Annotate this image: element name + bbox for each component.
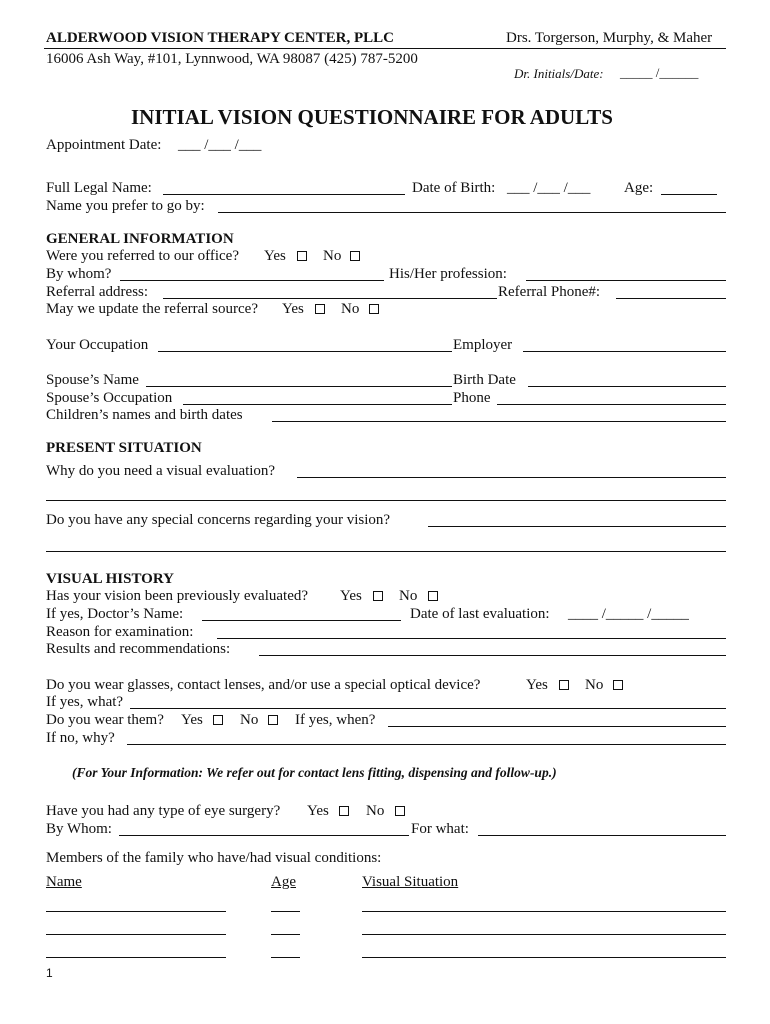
update-no-label: No: [341, 301, 360, 317]
special-concerns-field[interactable]: [428, 526, 726, 527]
center-address: 16006 Ash Way, #101, Lynnwood, WA 98087 (425) 787-5200: [46, 51, 418, 67]
full-name-label: Full Legal Name:: [46, 180, 152, 196]
wear-yes-checkbox[interactable]: [213, 715, 223, 725]
glasses-no-label: No: [585, 677, 604, 693]
birth-date-label: Birth Date: [453, 372, 516, 388]
glasses-yes-checkbox[interactable]: [559, 680, 569, 690]
children-field[interactable]: [272, 421, 726, 422]
wear-no-checkbox[interactable]: [268, 715, 278, 725]
results-label: Results and recommendations:: [46, 641, 231, 657]
family-col-visual-situation: Visual Situation: [362, 874, 459, 890]
doctor-name-field[interactable]: [202, 620, 401, 621]
glasses-no-checkbox[interactable]: [613, 680, 623, 690]
if-yes-what-label: If yes, what?: [46, 694, 124, 710]
evaluated-no-checkbox[interactable]: [428, 591, 438, 601]
family-row-2-name-field[interactable]: [46, 934, 226, 935]
why-evaluation-label: Why do you need a visual evaluation?: [46, 463, 276, 479]
family-row-3-visual-field[interactable]: [362, 957, 726, 958]
update-yes-checkbox[interactable]: [315, 304, 325, 314]
by-whom-label: By whom?: [46, 266, 112, 282]
family-row-3-age-field[interactable]: [271, 957, 300, 958]
update-no-checkbox[interactable]: [369, 304, 379, 314]
phone-field[interactable]: [497, 404, 726, 405]
surgery-no-label: No: [366, 803, 385, 819]
for-what-field[interactable]: [478, 835, 726, 836]
glasses-yes-label: Yes: [526, 677, 548, 693]
referral-phone-label: Referral Phone#:: [498, 284, 601, 300]
spouse-birth-date-field[interactable]: [528, 386, 726, 387]
age-field[interactable]: [661, 194, 717, 195]
profession-field[interactable]: [526, 280, 726, 281]
referral-address-label: Referral address:: [46, 284, 149, 300]
header-divider: [44, 48, 726, 49]
present-situation-heading: PRESENT SITUATION: [46, 440, 202, 456]
surgery-no-checkbox[interactable]: [395, 806, 405, 816]
why-evaluation-field-line-2[interactable]: [46, 500, 726, 501]
appointment-label: Appointment Date:: [46, 137, 162, 153]
initials-label: Dr. Initials/Date:: [514, 66, 604, 81]
wear-yes-label: Yes: [181, 712, 203, 728]
surgery-by-whom-label: By Whom:: [46, 821, 112, 837]
if-yes-when-field[interactable]: [388, 726, 726, 727]
special-concerns-label: Do you have any special concerns regarding your vision?: [46, 512, 391, 528]
results-field[interactable]: [259, 655, 726, 656]
full-name-field[interactable]: [163, 194, 405, 195]
referred-no-checkbox[interactable]: [350, 251, 360, 261]
dob-label: Date of Birth:: [412, 180, 496, 196]
form-title: INITIAL VISION QUESTIONNAIRE FOR ADULTS: [131, 105, 613, 129]
visual-history-heading: VISUAL HISTORY: [46, 571, 174, 587]
surgery-by-whom-field[interactable]: [119, 835, 409, 836]
age-label: Age:: [624, 180, 654, 196]
spouse-occupation-label: Spouse’s Occupation: [46, 390, 173, 406]
if-yes-what-field[interactable]: [130, 708, 726, 709]
glasses-question: Do you wear glasses, contact lenses, and/or use a special optical device?: [46, 677, 481, 693]
employer-label: Employer: [453, 337, 513, 353]
family-row-2-age-field[interactable]: [271, 934, 300, 935]
appointment-date-field[interactable]: ___ /___ /___: [178, 137, 262, 153]
doctor-name-label: If yes, Doctor’s Name:: [46, 606, 184, 622]
employer-field[interactable]: [523, 351, 726, 352]
eye-surgery-question: Have you had any type of eye surgery?: [46, 803, 281, 819]
preferred-name-label: Name you prefer to go by:: [46, 198, 205, 214]
family-col-name: Name: [46, 874, 82, 890]
last-evaluation-date-field[interactable]: ____ /_____ /_____: [568, 606, 689, 622]
spouse-name-label: Spouse’s Name: [46, 372, 139, 388]
family-row-3-name-field[interactable]: [46, 957, 226, 958]
if-yes-when-label: If yes, when?: [295, 712, 376, 728]
page-number: 1: [46, 966, 53, 980]
fyi-note: (For Your Information: We refer out for contact lens fitting, dispensing and follow-up.): [72, 765, 557, 780]
surgery-yes-checkbox[interactable]: [339, 806, 349, 816]
if-no-why-field[interactable]: [127, 744, 726, 745]
evaluated-no-label: No: [399, 588, 418, 604]
update-yes-label: Yes: [282, 301, 304, 317]
referrer-field[interactable]: [120, 280, 384, 281]
referral-address-field[interactable]: [163, 298, 497, 299]
wear-them-question: Do you wear them?: [46, 712, 164, 728]
doctors-names: Drs. Torgerson, Murphy, & Maher: [506, 30, 713, 46]
children-label: Children’s names and birth dates: [46, 407, 243, 423]
occupation-field[interactable]: [158, 351, 452, 352]
family-row-1-name-field[interactable]: [46, 911, 226, 912]
family-row-2-visual-field[interactable]: [362, 934, 726, 935]
referred-yes-label: Yes: [264, 248, 286, 264]
reason-label: Reason for examination:: [46, 624, 194, 640]
initials-date-field[interactable]: _____ /______: [620, 65, 699, 80]
previously-evaluated-question: Has your vision been previously evaluated?: [46, 588, 309, 604]
family-row-1-visual-field[interactable]: [362, 911, 726, 912]
evaluated-yes-label: Yes: [340, 588, 362, 604]
why-evaluation-field[interactable]: [297, 477, 726, 478]
referred-no-label: No: [323, 248, 342, 264]
referred-question: Were you referred to our office?: [46, 248, 239, 264]
reason-field[interactable]: [217, 638, 726, 639]
dob-field[interactable]: ___ /___ /___: [507, 180, 591, 196]
family-members-label: Members of the family who have/had visual conditions:: [46, 850, 382, 866]
center-name: ALDERWOOD VISION THERAPY CENTER, PLLC: [46, 30, 395, 46]
spouse-name-field[interactable]: [146, 386, 452, 387]
preferred-name-field[interactable]: [218, 212, 726, 213]
wear-no-label: No: [240, 712, 259, 728]
special-concerns-field-line-2[interactable]: [46, 551, 726, 552]
surgery-yes-label: Yes: [307, 803, 329, 819]
spouse-occupation-field[interactable]: [183, 404, 452, 405]
for-what-label: For what:: [411, 821, 469, 837]
occupation-label: Your Occupation: [46, 337, 149, 353]
update-referral-question: May we update the referral source?: [46, 301, 258, 317]
phone-label: Phone: [453, 390, 491, 406]
last-evaluation-label: Date of last evaluation:: [410, 606, 550, 622]
family-row-1-age-field[interactable]: [271, 911, 300, 912]
referred-yes-checkbox[interactable]: [297, 251, 307, 261]
general-info-heading: GENERAL INFORMATION: [46, 231, 234, 247]
profession-label: His/Her profession:: [389, 266, 507, 282]
if-no-why-label: If no, why?: [46, 730, 115, 746]
family-col-age: Age: [271, 874, 296, 890]
evaluated-yes-checkbox[interactable]: [373, 591, 383, 601]
referral-phone-field[interactable]: [616, 298, 726, 299]
